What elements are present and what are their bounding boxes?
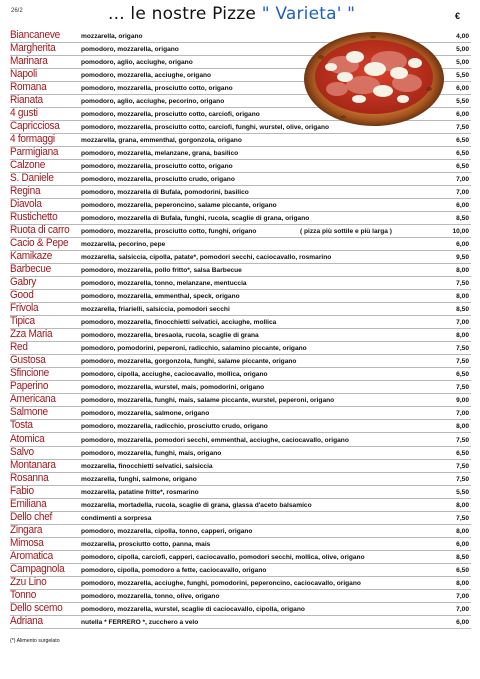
item-price: 6,50: [456, 566, 469, 574]
item-price: 7,00: [456, 189, 469, 197]
menu-item: [10, 551, 471, 564]
item-description: pomodoro, mozzarella di Bufala, pomodorini, basilico: [81, 189, 249, 197]
item-name: Salmone: [10, 406, 48, 419]
item-price: 7,50: [456, 280, 469, 288]
item-price: 5,00: [456, 46, 469, 54]
menu-item: [10, 277, 471, 290]
item-description: mozzarella, grana, emmenthal, gorgonzola, origano: [81, 137, 242, 145]
item-price: 7,00: [456, 410, 469, 418]
item-description: pomodoro, pomodorini, peperoni, radicchio, salamino piccante, origano: [81, 345, 307, 353]
item-name: Campagnola: [10, 562, 65, 575]
item-name: Adriana: [10, 614, 43, 627]
item-name: Frivola: [10, 302, 39, 315]
item-price: 7,50: [456, 462, 469, 470]
item-description: pomodoro, mozzarella, prosciutto cotto, carciofi, funghi, wurstel, olive, origano: [81, 124, 330, 132]
page-title: [108, 4, 355, 24]
item-name: Ruota di carro: [10, 224, 70, 237]
item-description: pomodoro, mozzarella, emmenthal, speck, origano: [81, 293, 240, 301]
item-description: pomodoro, mozzarella, acciughe, origano: [81, 72, 212, 80]
item-name: Zingara: [10, 523, 43, 536]
item-description: pomodoro, mozzarella, gorgonzola, funghi, salame piccante, origano: [81, 358, 297, 366]
item-price: 6,00: [456, 241, 469, 249]
item-description: pomodoro, mozzarella, funghi, mais, origano: [81, 449, 222, 457]
item-price: 7,50: [456, 436, 469, 444]
menu-item: [10, 225, 471, 238]
item-description: mozzarella, pecorino, pepe: [81, 241, 166, 249]
item-name: Regina: [10, 185, 41, 198]
item-name: Zzu Lino: [10, 575, 47, 588]
item-description: mozzarella, funghi, salmone, origano: [81, 475, 197, 483]
item-price: 7,50: [456, 514, 469, 522]
item-description: pomodoro, cipolla, pomodoro a fette, caciocavallo, origano: [81, 566, 267, 574]
item-description: mozzarella, prosciutto cotto, panna, mais: [81, 540, 211, 548]
item-name: Sfincione: [10, 367, 49, 380]
item-price: 6,50: [456, 150, 469, 158]
menu-item: [10, 381, 471, 394]
item-name: S. Daniele: [10, 172, 54, 185]
menu-item: [10, 238, 471, 251]
item-name: Dello chef: [10, 510, 53, 523]
menu-item: [10, 603, 471, 616]
item-price: 8,00: [456, 501, 469, 509]
menu-item: [10, 186, 471, 199]
item-name: Paperino: [10, 380, 49, 393]
item-price: 6,50: [456, 137, 469, 145]
menu-item: [10, 394, 471, 407]
item-name: Mimosa: [10, 536, 44, 549]
menu-item: [10, 407, 471, 420]
menu-item: [10, 134, 471, 147]
item-price: 7,00: [456, 176, 469, 184]
menu-item: [10, 447, 471, 460]
item-name: Zza Maria: [10, 328, 53, 341]
item-description: pomodoro, mozzarella, pomodori secchi, emmenthal, acciughe, caciocavallo, origano: [81, 436, 349, 444]
item-description: pomodoro, cipolla, acciughe, caciocavallo, mollica, origano: [81, 371, 268, 379]
item-price: 8,00: [456, 293, 469, 301]
menu-item: [10, 433, 471, 446]
menu-item: [10, 460, 471, 473]
item-price: 4,00: [456, 33, 469, 41]
item-price: 8,00: [456, 579, 469, 587]
item-description: pomodoro, mozzarella, wurstel, mais, pomodorini, origano: [81, 384, 265, 392]
item-price: 6,00: [456, 540, 469, 548]
item-description: pomodoro, aglio, acciughe, pecorino, origano: [81, 98, 225, 106]
item-description: pomodoro, aglio, acciughe, origano: [81, 59, 193, 67]
item-name: Tosta: [10, 419, 33, 432]
menu-item: [10, 290, 471, 303]
item-name: 4 formaggi: [10, 133, 55, 146]
menu-item: [10, 316, 471, 329]
item-price: 5,50: [456, 98, 469, 106]
item-name: Cacio & Pepe: [10, 237, 69, 250]
item-description: pomodoro, mozzarella, tonno, melanzane, mentuccia: [81, 280, 247, 288]
item-price: 8,00: [456, 267, 469, 275]
menu-item: [10, 251, 471, 264]
item-name: Red: [10, 341, 28, 354]
item-name: Dello scemo: [10, 601, 63, 614]
item-description: mozzarella, patatine fritte*, rosmarino: [81, 488, 199, 496]
item-price: 6,00: [456, 85, 469, 93]
menu-item: [10, 342, 471, 355]
item-description: pomodoro, mozzarella, salmone, origano: [81, 410, 210, 418]
item-name: Rustichetto: [10, 211, 58, 224]
item-description: pomodoro, mozzarella, bresaola, rucola, scaglie di grana: [81, 332, 259, 340]
item-description: mozzarella, friarielli, salsiccia, pomodori secchi: [81, 306, 230, 314]
item-price: 5,50: [456, 72, 469, 80]
item-price: 6,00: [456, 111, 469, 119]
menu-item: [10, 368, 471, 381]
item-price: 8,50: [456, 306, 469, 314]
item-name: Emiliana: [10, 497, 47, 510]
menu-item: [10, 147, 471, 160]
menu-item: [10, 303, 471, 316]
item-description: pomodoro, mozzarella di Bufala, funghi, rucola, scaglie di grana, origano: [81, 215, 310, 223]
item-name: Fabio: [10, 484, 34, 497]
item-description: pomodoro, mozzarella, prosciutto cotto, origano: [81, 163, 233, 171]
item-description: pomodoro, mozzarella, prosciutto cotto, funghi, origano: [81, 228, 257, 236]
item-price: 5,50: [456, 488, 469, 496]
title-prefix: ... le nostre Pizze: [108, 4, 262, 24]
item-price: 8,50: [456, 553, 469, 561]
item-price: 8,50: [456, 215, 469, 223]
item-description: nutella * FERRERO *, zucchero a velo: [81, 618, 199, 626]
item-price: 7,00: [456, 605, 469, 613]
item-price: 9,00: [456, 397, 469, 405]
item-price: 8,00: [456, 527, 469, 535]
item-name: Rianata: [10, 94, 43, 107]
item-name: Kamikaze: [10, 250, 53, 263]
item-price: 8,00: [456, 332, 469, 340]
item-name: Napoli: [10, 68, 37, 81]
item-name: Barbecue: [10, 263, 51, 276]
menu-item: [10, 199, 471, 212]
menu-item: [10, 160, 471, 173]
item-price: 8,00: [456, 423, 469, 431]
item-price: 6,00: [456, 202, 469, 210]
item-price: 7,50: [456, 345, 469, 353]
item-description: mozzarella, finocchietti selvatici, salsiccia: [81, 462, 213, 470]
item-description: mozzarella, salsiccia, cipolla, patate*, pomodori secchi, caciocavallo, rosmarino: [81, 254, 332, 262]
footnote: (*) Alimento surgelato: [10, 638, 60, 644]
item-name: Rosanna: [10, 471, 49, 484]
item-name: Diavola: [10, 198, 42, 211]
menu-item: [10, 264, 471, 277]
item-price: 6,50: [456, 163, 469, 171]
item-price: 7,50: [456, 475, 469, 483]
item-description: pomodoro, cipolla, carciofi, capperi, caciocavallo, pomodori secchi, mollica, olive, origano: [81, 553, 365, 561]
item-name: Americana: [10, 393, 56, 406]
item-name: Salvo: [10, 445, 34, 458]
pizza-photo: [303, 27, 445, 127]
item-name: Marinara: [10, 55, 48, 68]
item-price: 10,00: [452, 228, 469, 236]
menu-item: [10, 486, 471, 499]
menu-item: [10, 173, 471, 186]
item-price: 7,50: [456, 384, 469, 392]
item-name: Gustosa: [10, 354, 46, 367]
item-name: 4 gusti: [10, 107, 38, 120]
item-name: Romana: [10, 81, 47, 94]
item-price: 7,50: [456, 124, 469, 132]
item-name: Atomica: [10, 432, 45, 445]
menu-item: [10, 538, 471, 551]
item-name: Margherita: [10, 42, 56, 55]
item-price: 7,00: [456, 592, 469, 600]
menu-item: [10, 355, 471, 368]
item-price: 7,50: [456, 358, 469, 366]
item-price: 6,50: [456, 449, 469, 457]
item-description: pomodoro, mozzarella, prosciutto cotto, carciofi, origano: [81, 111, 260, 119]
title-highlight: " Varieta' ": [261, 4, 356, 24]
item-description: pomodoro, mozzarella, finocchietti selvatici, acciughe, mollica: [81, 319, 277, 327]
item-name: Aromatica: [10, 549, 53, 562]
item-description: pomodoro, mozzarella, cipolla, tonno, capperi, origano: [81, 527, 253, 535]
item-name: Parmigiana: [10, 146, 59, 159]
item-description: pomodoro, mozzarella, funghi, mais, salame piccante, wurstel, peperoni, origano: [81, 397, 335, 405]
menu-item: [10, 577, 471, 590]
item-price: 6,00: [456, 618, 469, 626]
item-description: condimenti a sorpresa: [81, 514, 152, 522]
item-name: Capricciosa: [10, 120, 60, 133]
item-name: Tonno: [10, 588, 37, 601]
item-description: pomodoro, mozzarella, wurstel, scaglie di caciocavallo, cipolla, origano: [81, 605, 305, 613]
item-description: pomodoro, mozzarella, acciughe, funghi, pomodorini, peperoncino, caciocavallo, origano: [81, 579, 361, 587]
item-description: pomodoro, mozzarella, radicchio, prosciutto crudo, origano: [81, 423, 268, 431]
item-description: pomodoro, mozzarella, origano: [81, 46, 179, 54]
item-description: pomodoro, mozzarella, tonno, olive, origano: [81, 592, 220, 600]
item-description: pomodoro, mozzarella, pollo fritto*, salsa Barbecue: [81, 267, 242, 275]
item-price: 5,00: [456, 59, 469, 67]
item-name: Tipica: [10, 315, 35, 328]
item-price: 6,50: [456, 371, 469, 379]
page-number: 26/2: [11, 8, 23, 14]
item-name: Good: [10, 289, 34, 302]
menu-item: [10, 212, 471, 225]
item-description: pomodoro, mozzarella, prosciutto crudo, origano: [81, 176, 235, 184]
item-name: Montanara: [10, 458, 56, 471]
menu-item: [10, 499, 471, 512]
item-description: mozzarella, mortadella, rucola, scaglie di grana, glassa d'aceto balsamico: [81, 501, 312, 509]
item-description: pomodoro, mozzarella, peperoncino, salame piccante, origano: [81, 202, 277, 210]
item-price: 7,00: [456, 319, 469, 327]
menu-item: [10, 512, 471, 525]
menu-item: [10, 420, 471, 433]
menu-item: [10, 473, 471, 486]
menu-item: [10, 329, 471, 342]
menu-item: [10, 525, 471, 538]
item-note: ( pizza più sottile e più larga ): [300, 228, 392, 236]
item-name: Biancaneve: [10, 29, 60, 42]
item-name: Calzone: [10, 159, 46, 172]
menu-item: [10, 590, 471, 603]
menu-item: [10, 564, 471, 577]
currency-label: €: [455, 11, 461, 21]
item-description: pomodoro, mozzarella, prosciutto cotto, origano: [81, 85, 233, 93]
item-price: 9,50: [456, 254, 469, 262]
menu-item: [10, 616, 471, 629]
item-description: mozzarella, origano: [81, 33, 143, 41]
item-description: pomodoro, mozzarella, melanzane, grana, basilico: [81, 150, 239, 158]
item-name: Gabry: [10, 276, 37, 289]
